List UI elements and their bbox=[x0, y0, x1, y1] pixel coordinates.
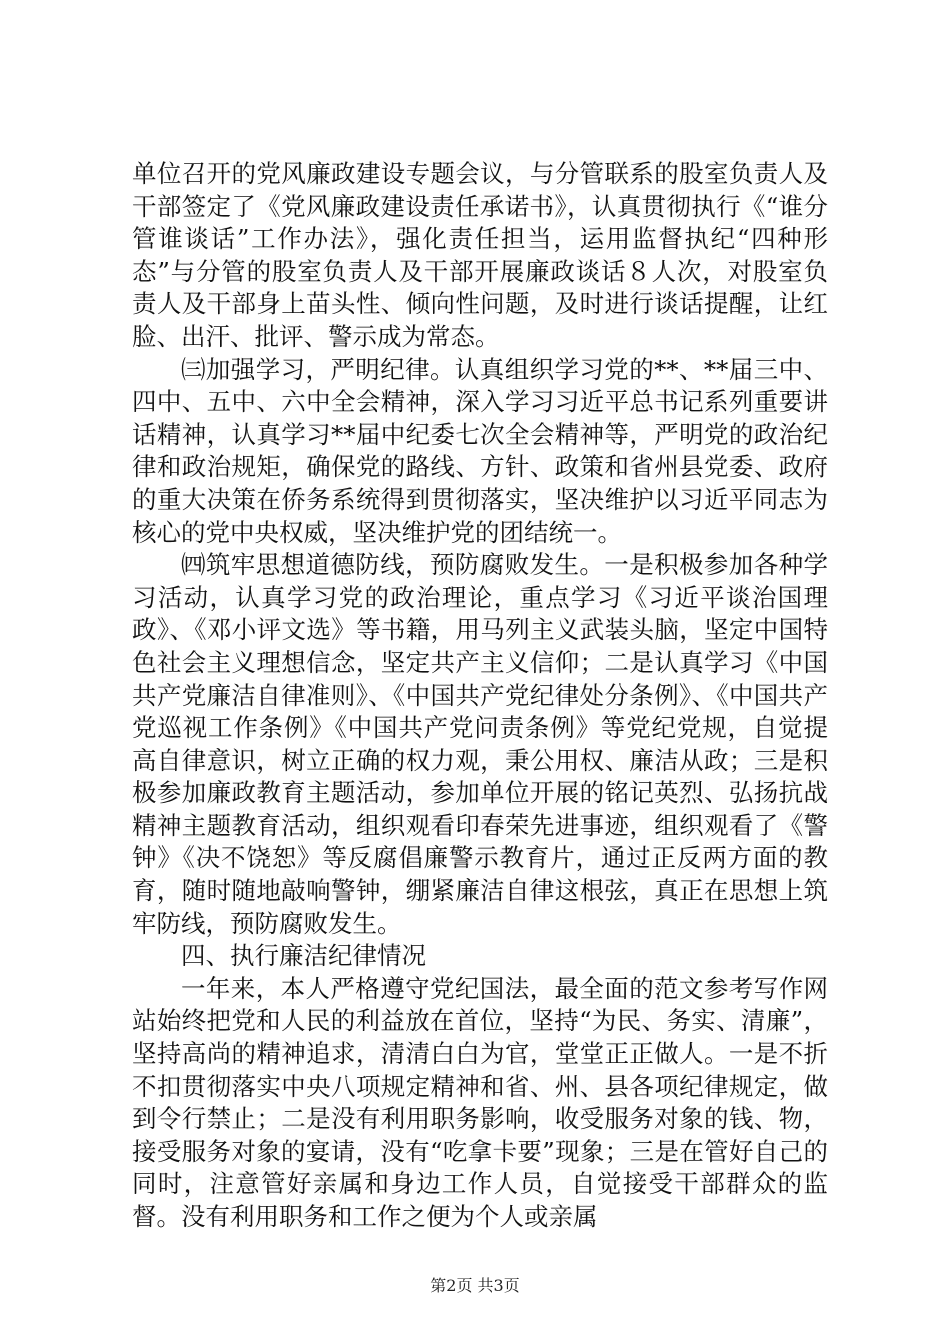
document-body bbox=[132, 158, 828, 1234]
page-footer: 第2页 共3页 bbox=[430, 1276, 520, 1295]
paragraph-study-discipline: ㈢加强学习，严明纪律。认真组织学习党的**、**届三中、四中、五中、六中全会精神，深入学习习近平总书记系列重要讲话精神，认真学习**届中纪委七次全会精神等，严明党的政治纪律和政治规矩，确保党的路线、方针、政策和省州县党委、政府的重大决策在侨务系统得到贯彻落实，坚决维护以习近平同志为核心的党中央权威，坚决维护党的团结统一。 bbox=[132, 354, 828, 547]
paragraph-continuation: 单位召开的党风廉政建设专题会议，与分管联系的股室负责人及干部签定了《党风廉政建设责任承诺书》，认真贯彻执行《“谁分管谁谈话”工作办法》，强化责任担当，运用监督执纪“四种形态”与分管的股室负责人及干部开展廉政谈话８人次，对股室负责人及干部身上苗头性、倾向性问题，及时进行谈话提醒，让红脸、出汗、批评、警示成为常态。 bbox=[132, 159, 828, 351]
section-heading-integrity: 四、执行廉洁纪律情况 bbox=[181, 941, 426, 971]
paragraph-moral-defense: ㈣筑牢思想道德防线，预防腐败发生。一是积极参加各种学习活动，认真学习党的政治理论，重点学习《习近平谈治国理政》、《邓小评文选》等书籍，用马列主义武装头脑，坚定中国特色社会主义理想信念，坚定共产主义信仰；二是认真学习《中国共产党廉洁自律准则》、《中国共产党纪律处分条例》、《中国共产党巡视工作条例》《中国共产党问责条例》等党纪党规，自觉提高自律意识，树立正确的权力观，秉公用权、廉洁从政；三是积极参加廉政教育主题活动，参加单位开展的铭记英烈、弘扬抗战精神主题教育活动，组织观看印春荣先进事迹，组织观看了《警钟》《决不饶恕》等反腐倡廉警示教育片，通过正反两方面的教育，随时随地敲响警钟，绷紧廉洁自律这根弦，真正在思想上筑牢防线，预防腐败发生。 bbox=[132, 550, 828, 938]
paragraph-integrity: 一年来，本人严格遵守党纪国法，最全面的范文参考写作网站始终把党和人民的利益放在首位，坚持“为民、务实、清廉”，坚持高尚的精神追求，清清白白为官，堂堂正正做人。一是不折不扣贯彻落实中央八项规定精神和省、州、县各项纪律规定，做到令行禁止；二是没有利用职务影响，收受服务对象的钱、物，接受服务对象的宴请，没有“吃拿卡要”现象；三是在管好自己的同时，注意管好亲属和身边工作人员，自觉接受干部群众的监督。没有利用职务和工作之便为个人或亲属 bbox=[132, 973, 828, 1231]
